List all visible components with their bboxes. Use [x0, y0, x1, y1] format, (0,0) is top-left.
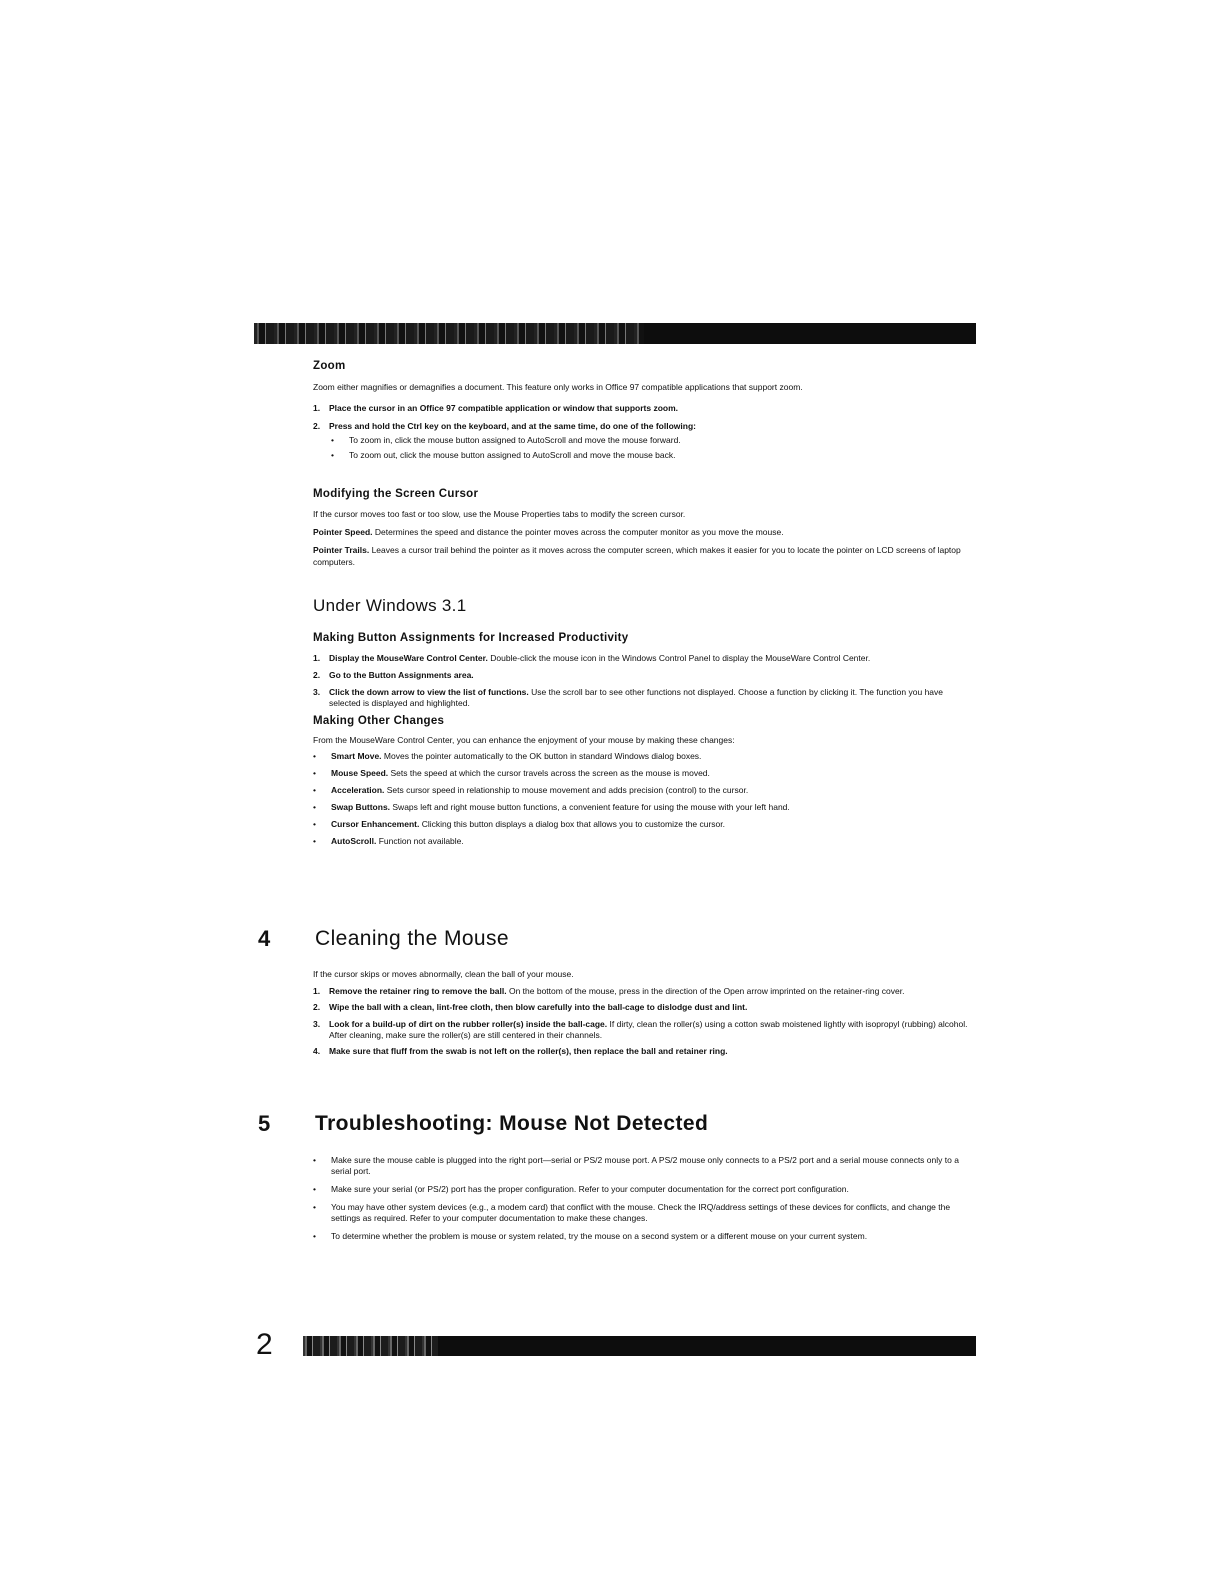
zoom-heading: Zoom — [313, 360, 346, 372]
button-steps — [313, 653, 973, 709]
zoom-step: 1. Place the cursor in an Office 97 compatible application or window that supports zoom. — [313, 403, 679, 413]
other-change-item: • AutoScroll. Function not available. — [313, 836, 464, 846]
windows31-heading: Under Windows 3.1 — [313, 596, 467, 615]
section-number: 4 — [258, 926, 271, 951]
cursor-section — [313, 488, 973, 568]
other-change-item: • Cursor Enhancement. Clicking this button displays a dialog box that allows you to customize the cursor. — [313, 819, 726, 829]
cleaning-step: 1. Remove the retainer ring to remove the ball. On the bottom of the mouse, press in the direction of the Open arrow imprinted on the retainer-ring cover. — [313, 986, 905, 996]
troubleshooting-list — [313, 1155, 973, 1242]
header-bar — [254, 323, 976, 344]
cleaning-step: 4. Make sure that fluff from the swab is not left on the roller(s), then replace the ball and retainer ring. — [313, 1046, 728, 1056]
section-number: 5 — [258, 1111, 271, 1136]
button-step: 2. Go to the Button Assignments area. — [313, 670, 474, 680]
troubleshooting-item: • You may have other system devices (e.g., a modem card) that conflict with the mouse. Check the IRQ/address settings of these devices for conflicts, and change the settings as required. Refer to your computer documentation to make these changes. — [313, 1202, 951, 1223]
cleaning-intro: If the cursor skips or moves abnormally, clean the ball of your mouse. — [313, 969, 574, 979]
zoom-bullets — [313, 435, 973, 461]
other-changes-list — [313, 751, 973, 847]
other-change-item: • Acceleration. Sets cursor speed in relationship to mouse movement and adds precision (control) to the cursor. — [313, 785, 749, 795]
troubleshooting-item: • Make sure the mouse cable is plugged into the right port—serial or PS/2 mouse port. A PS/2 mouse only connects to a PS/2 port and a serial mouse connects only to a serial port. — [313, 1155, 959, 1176]
troubleshooting-title: Troubleshooting: Mouse Not Detected — [315, 1112, 709, 1135]
cleaning-section — [313, 968, 973, 1057]
zoom-bullet: • To zoom in, click the mouse button assigned to AutoScroll and move the mouse forward. — [331, 435, 681, 445]
other-change-item: • Smart Move. Moves the pointer automatically to the OK button in standard Windows dialog boxes. — [313, 751, 702, 761]
cleaning-step: 2. Wipe the ball with a clean, lint-free cloth, then blow carefully into the ball-cage to dislodge dust and lint. — [313, 1002, 748, 1012]
cleaning-title: Cleaning the Mouse — [315, 927, 509, 950]
cursor-intro: If the cursor moves too fast or too slow, use the Mouse Properties tabs to modify the screen cursor. — [313, 509, 686, 519]
zoom-section — [313, 360, 973, 466]
button-step: 1. Display the MouseWare Control Center. Double-click the mouse icon in the Windows Control Panel to display the MouseWare Control Center. — [313, 653, 871, 663]
zoom-bullet: • To zoom out, click the mouse button assigned to AutoScroll and move the mouse back. — [331, 450, 676, 460]
cursor-heading: Modifying the Screen Cursor — [313, 488, 479, 500]
other-change-item: • Swap Buttons. Swaps left and right mouse button functions, a convenient feature for using the mouse with your left hand. — [313, 802, 790, 812]
troubleshooting-item: • To determine whether the problem is mouse or system related, try the mouse on a second system or a different mouse on your current system. — [313, 1231, 868, 1241]
troubleshooting-item: • Make sure your serial (or PS/2) port has the proper configuration. Refer to your computer documentation for the correct port configuration. — [313, 1184, 849, 1194]
other-change-item: • Mouse Speed. Sets the speed at which the cursor travels across the screen as the mouse is moved. — [313, 768, 710, 778]
other-changes-intro: From the MouseWare Control Center, you can enhance the enjoyment of your mouse by making these changes: — [313, 735, 735, 745]
pointer-speed-text: Pointer Speed. Determines the speed and distance the pointer moves across the computer monitor as you move the mouse. — [313, 527, 784, 537]
footer-bar — [303, 1336, 976, 1356]
zoom-steps — [313, 403, 973, 432]
other-changes-heading: Making Other Changes — [313, 715, 445, 727]
cleaning-steps — [313, 986, 973, 1057]
page-number: 2 — [256, 1328, 273, 1361]
button-assignments-heading: Making Button Assignments for Increased Productivity — [313, 632, 629, 644]
zoom-step: 2. Press and hold the Ctrl key on the keyboard, and at the same time, do one of the following: — [313, 421, 696, 431]
pointer-trails-text: Pointer Trails. Leaves a cursor trail behind the pointer as it moves across the computer screen, which makes it easier for you to locate the pointer on LCD screens of laptop computers. — [313, 545, 961, 567]
cleaning-step: 3. Look for a build-up of dirt on the rubber roller(s) inside the ball-cage. If dirty, clean the roller(s) using a cotton swab moistened lightly with isopropyl (rubbing) alcohol. After cleaning, make sure the roller(s) are still centered in their channels. — [313, 1019, 968, 1040]
troubleshooting-section — [313, 1155, 973, 1242]
zoom-intro: Zoom either magnifies or demagnifies a document. This feature only works in Office 97 compatible applications that support zoom. — [313, 382, 803, 392]
button-step: 3. Click the down arrow to view the list of functions. Use the scroll bar to see other functions not displayed. Choose a function by clicking it. The function you have selected is displayed and highlighted. — [313, 687, 943, 708]
windows31-section — [313, 596, 973, 853]
